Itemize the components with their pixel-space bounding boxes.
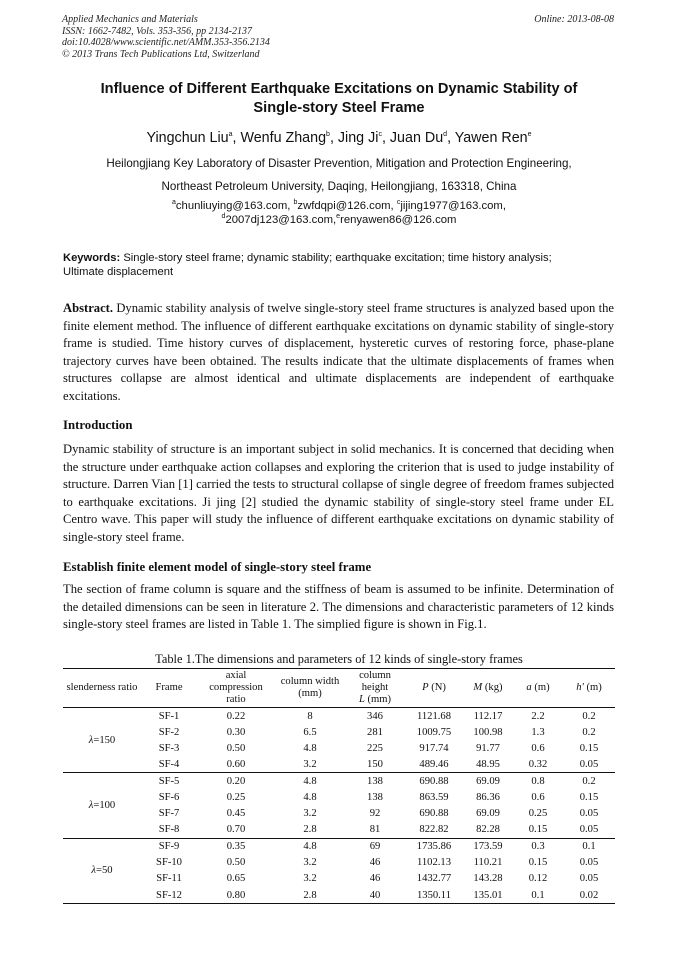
table-cell: 1432.77 (416, 873, 452, 885)
table-cell: 40 (345, 887, 405, 904)
table-cell: SF-11 (156, 873, 182, 885)
abstract-text: Dynamic stability analysis of twelve single-story steel frame structures is analyzed based upon the finite element method. The influence of different earthquake excitations on dynamic stability of single-story frame is studied. Time history curves of displacement, hysteretic curves of restoring force, phase-plane trajectory curves have been obtained. The results indicate that the ultimate displacements of frames when structures collapse are almost identical and ultimate displacements are independent of earthquake excitations. (63, 301, 614, 403)
table-cell: 150 (345, 756, 405, 773)
table-caption: Table 1.The dimensions and parameters of 12 kinds of single-story frames (155, 652, 523, 666)
table-cell: 346 (367, 710, 383, 722)
table-cell: SF-9 (158, 841, 180, 853)
table-cell: 100.98 (473, 726, 503, 738)
abstract (63, 300, 614, 406)
header-m: M (kg) (463, 669, 513, 708)
author-list: Yingchun Liu$^a$, Wenfu Zhang$^b$, Jing Ji$^c$, Juan Du$^d$, Yawen Ren$^e$ (146, 130, 532, 146)
table-cell: 0.6 (531, 792, 545, 804)
table-cell: 0.15 (579, 792, 599, 804)
table-cell: SF-10 (156, 857, 182, 869)
table-cell: 0.05 (579, 873, 599, 885)
header-slenderness: slenderness ratio (63, 669, 141, 708)
table-cell: 8 (307, 710, 313, 722)
table-cell: 0.1 (513, 887, 563, 904)
table-cell: 863.59 (419, 792, 449, 804)
table-cell: 0.22 (226, 710, 246, 722)
author: Juan Du$^d$ (389, 130, 448, 146)
table-cell: 69.09 (476, 808, 500, 820)
table-cell: 0.45 (226, 808, 246, 820)
email: $^d$2007dj123@163.com (221, 213, 334, 226)
table-cell: SF-3 (158, 742, 180, 754)
email: $^a$chunliuying@163.com (172, 199, 288, 212)
header-column-width: column width (mm) (275, 669, 345, 708)
table-cell: 0.70 (197, 822, 275, 839)
table-row (63, 838, 615, 855)
title-line-1: Influence of Different Earthquake Excitations on Dynamic Stability of (100, 81, 578, 97)
table-cell: 138 (367, 792, 383, 804)
table-cell: 91.77 (476, 742, 500, 754)
table-cell: 46 (369, 857, 381, 869)
parameters-table (63, 668, 615, 904)
table-cell: 46 (369, 873, 381, 885)
table-cell: 0.1 (582, 841, 596, 853)
table-cell: 4.8 (303, 775, 317, 787)
author: Yawen Ren$^e$ (454, 130, 532, 146)
table-cell: 0.3 (531, 841, 545, 853)
table-cell: 138 (367, 775, 383, 787)
table-row (63, 871, 615, 887)
table-cell: 0.15 (513, 822, 563, 839)
table-cell: 81 (345, 822, 405, 839)
table-cell: 3.2 (275, 756, 345, 773)
table-cell: 0.8 (531, 775, 545, 787)
section-heading-introduction: Introduction (63, 418, 133, 432)
email-list: $^a$chunliuying@163.com, $^b$zwfdqpi@126.com, $^c$jijing1977@163.com, $^d$2007dj123@163.com,$^e$renyawen86@126.com (172, 199, 506, 226)
table-cell: 2.8 (275, 887, 345, 904)
table-cell: 0.6 (531, 742, 545, 754)
table-cell: 0.02 (563, 887, 615, 904)
table-cell: 0.05 (563, 756, 615, 773)
slenderness-group-cell: λ=50 (63, 838, 141, 903)
table-cell: 1.3 (531, 726, 545, 738)
header-p: P (N) (405, 669, 463, 708)
copyright-line: © 2013 Trans Tech Publications Ltd, Switzerland (62, 48, 260, 60)
table-cell: 281 (367, 726, 383, 738)
email: $^c$jijing1977@163.com (396, 199, 503, 212)
table-row (63, 740, 615, 756)
title-line-2: Single-story Steel Frame (253, 100, 425, 116)
keywords-text-2: Ultimate displacement (63, 266, 174, 278)
journal-name: Applied Mechanics and Materials (62, 14, 198, 25)
table-row (63, 773, 615, 790)
table-row (63, 724, 615, 740)
slenderness-group-cell: λ=150 (63, 708, 141, 773)
table-cell: SF-8 (141, 822, 197, 839)
table-header-row (63, 669, 615, 708)
table-cell: SF-6 (158, 792, 180, 804)
table-row (63, 887, 615, 904)
fem-text: The section of frame column is square and the stiffness of beam is assumed to be infinite. Determination of the detailed dimensions can be seen in literature 2. The dimensions and characteristic parameters of 12 kinds single-story steel frames are listed in Table 1. The simplied figure is shown in Fig.1. (63, 582, 614, 632)
table-cell: SF-5 (158, 775, 180, 787)
table-cell: 86.36 (476, 792, 500, 804)
table-cell: SF-1 (158, 710, 180, 722)
table-cell: 92 (369, 808, 381, 820)
introduction-text: Dynamic stability of structure is an important subject in solid mechanics. It is concerned that deciding when the structure under earthquake action collapses and exploring the criterion that is used to judge instability of structure. Darren Vian [1] carried the tests to structural collapse of single degree of freedom frames subjected to earthquake excitations. Ji jing [2] studied the dynamic stability of single-story steel frame under EL Centro wave. This paper will study the influence of different earthquake excitations on dynamic stability of single-story steel frame. (63, 442, 614, 544)
keywords (63, 251, 615, 279)
table-cell: 4.8 (303, 841, 317, 853)
header-column-height: column height L (mm) (345, 669, 405, 708)
table-cell: 2.8 (275, 822, 345, 839)
table-cell: 135.01 (463, 887, 513, 904)
email: $^e$renyawen86@126.com (336, 213, 457, 226)
table-cell: 0.2 (582, 775, 596, 787)
table-row (63, 789, 615, 805)
table-cell: 1350.11 (405, 887, 463, 904)
keywords-text: Single-story steel frame; dynamic stability; earthquake excitation; time history analysis; (123, 252, 552, 264)
email: $^b$zwfdqpi@126.com (293, 199, 391, 212)
header-h: h' (m) (563, 669, 615, 708)
table-cell: 0.20 (226, 775, 246, 787)
doi-line: doi:10.4028/www.scientific.net/AMM.353-356.2134 (62, 37, 270, 48)
table-cell: 1102.13 (416, 857, 452, 869)
author: Yingchun Liu$^a$ (146, 130, 233, 146)
table-cell: 917.74 (419, 742, 449, 754)
table-cell: 82.28 (463, 822, 513, 839)
table-body (63, 708, 615, 904)
issn-line: ISSN: 1662-7482, Vols. 353-356, pp 2134-2137 (62, 25, 252, 37)
table-cell: 0.25 (226, 792, 246, 804)
table-cell: 69 (369, 841, 381, 853)
table-cell: 0.05 (579, 808, 599, 820)
table-cell: 48.95 (463, 756, 513, 773)
table-cell: 0.50 (226, 857, 246, 869)
table-cell: 4.8 (303, 742, 317, 754)
table-cell: 0.2 (582, 726, 596, 738)
affiliation-line-2: Northeast Petroleum University, Daqing, Heilongjiang, 163318, China (161, 180, 517, 193)
journal-header (62, 14, 270, 60)
slenderness-group-cell: λ=100 (63, 773, 141, 838)
table-row (63, 855, 615, 871)
table-cell: 1735.86 (416, 841, 452, 853)
table-cell: 489.46 (405, 756, 463, 773)
section-heading-fem: Establish finite element model of single-story steel frame (63, 560, 372, 574)
table-row (63, 822, 615, 839)
table-cell: 690.88 (419, 775, 449, 787)
table-cell: 0.05 (579, 857, 599, 869)
table-cell: 3.2 (303, 857, 317, 869)
table-cell: 0.50 (226, 742, 246, 754)
abstract-label: Abstract. (63, 301, 114, 315)
table-cell: 0.65 (226, 873, 246, 885)
author: Wenfu Zhang$^b$ (240, 130, 330, 146)
table-cell: 69.09 (476, 775, 500, 787)
table-cell: 0.32 (513, 756, 563, 773)
table-cell: 0.15 (528, 857, 548, 869)
keywords-label: Keywords: (63, 252, 121, 264)
table-cell: SF-4 (141, 756, 197, 773)
table-cell: 0.60 (197, 756, 275, 773)
table-cell: 0.30 (226, 726, 246, 738)
paper-title (60, 80, 618, 118)
table-cell: 110.21 (473, 857, 503, 869)
table-cell: 143.28 (473, 873, 503, 885)
table-row (63, 708, 615, 725)
table-cell: 6.5 (303, 726, 317, 738)
table-row (63, 756, 615, 773)
table-cell: 1121.68 (416, 710, 452, 722)
table-cell: 0.15 (579, 742, 599, 754)
table-cell: 822.82 (405, 822, 463, 839)
table-cell: 0.25 (528, 808, 548, 820)
table-cell: 0.12 (528, 873, 548, 885)
table-cell: 173.59 (473, 841, 503, 853)
table-cell: 112.17 (473, 710, 503, 722)
table-cell: SF-12 (141, 887, 197, 904)
table-cell: SF-2 (158, 726, 180, 738)
table-cell: 225 (367, 742, 383, 754)
table-row (63, 806, 615, 822)
online-date: Online: 2013-08-08 (534, 14, 614, 25)
header-axial: axial compression ratio (197, 669, 275, 708)
table-cell: 690.88 (419, 808, 449, 820)
table-cell: 0.05 (563, 822, 615, 839)
table-cell: 2.2 (531, 710, 545, 722)
table-cell: 0.80 (197, 887, 275, 904)
header-a: a (m) (513, 669, 563, 708)
table-cell: 3.2 (303, 808, 317, 820)
table-cell: 1009.75 (416, 726, 452, 738)
table-cell: SF-7 (158, 808, 180, 820)
affiliation-line-1: Heilongjiang Key Laboratory of Disaster Prevention, Mitigation and Protection Engineering, (106, 157, 572, 170)
table-cell: 3.2 (303, 873, 317, 885)
header-frame: Frame (141, 669, 197, 708)
table-cell: 0.35 (226, 841, 246, 853)
table-cell: 0.2 (582, 710, 596, 722)
author: Jing Ji$^c$ (337, 130, 382, 146)
table-cell: 4.8 (303, 792, 317, 804)
